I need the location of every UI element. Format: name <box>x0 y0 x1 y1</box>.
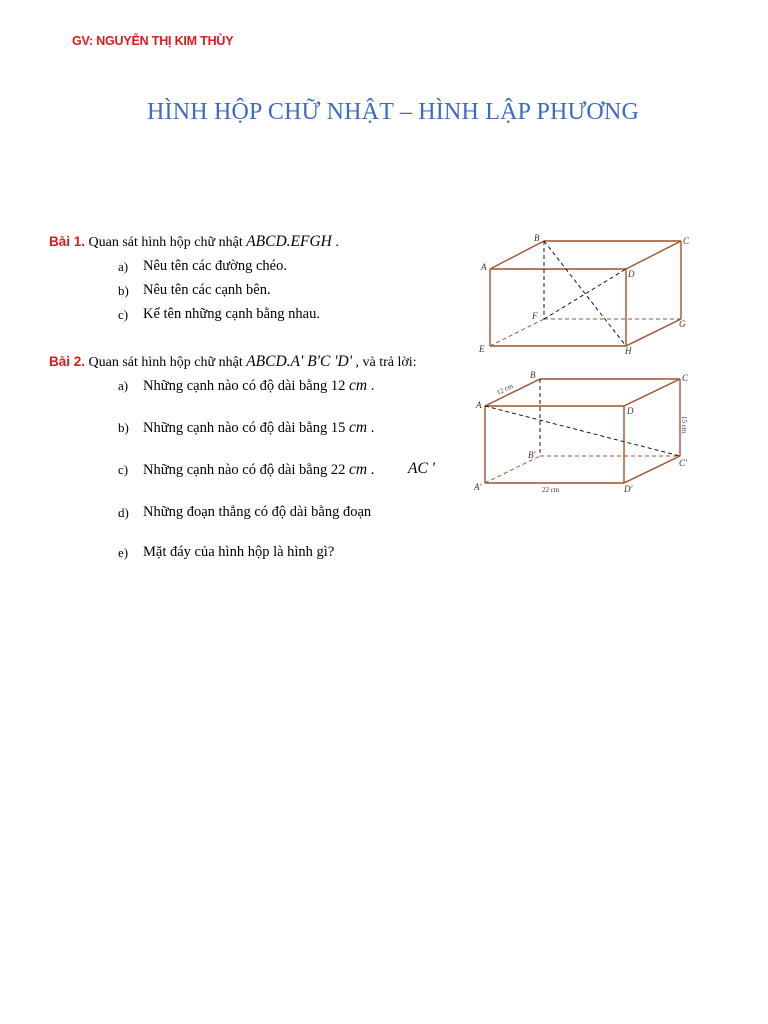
exercise-1-item-c <box>118 306 398 324</box>
item-marker: d) <box>118 505 129 520</box>
exercise-2-math: ABCD.A' B'C 'D' <box>246 353 353 370</box>
page-title: HÌNH HỘP CHỮ NHẬT – HÌNH LẬP PHƯƠNG <box>146 99 640 125</box>
exercise-2-item-d <box>118 504 398 540</box>
item-text <box>143 419 388 437</box>
vertex-label: C' <box>679 458 687 468</box>
dimension-label: 22 cm <box>542 486 560 494</box>
vertex-label: A <box>476 400 482 410</box>
item-end: . <box>370 378 375 394</box>
exercise-2-item-e <box>118 544 398 562</box>
item-marker: b) <box>118 420 129 435</box>
dimension-label: 15 cm <box>680 416 688 434</box>
vertex-label: D' <box>624 484 633 494</box>
vertex-label: F <box>532 311 538 321</box>
item-text-main: Những cạnh nào có độ dài bằng 15 <box>143 420 346 436</box>
item-text: Mặt đáy của hình hộp là hình gì? <box>143 544 335 560</box>
vertex-label: B' <box>528 450 536 460</box>
exercise-2-item-b <box>118 419 398 455</box>
vertex-label: D <box>628 269 635 279</box>
exercise-1-intro: Quan sát hình hộp chữ nhật <box>88 235 243 250</box>
floating-math-ac: AC ' <box>408 460 435 477</box>
vertex-label: A' <box>474 482 482 492</box>
figure-box-abcdefgh <box>470 228 700 358</box>
exercise-2-heading <box>49 353 417 371</box>
exercise-1-heading <box>49 233 339 251</box>
vertex-label: D <box>627 406 634 416</box>
vertex-label: E <box>479 344 485 354</box>
vertex-label: B <box>530 370 536 380</box>
item-text-main: Những cạnh nào có độ dài bằng 22 <box>143 462 346 478</box>
exercise-2-item-c <box>118 461 398 497</box>
exercise-2-intro: Quan sát hình hộp chữ nhật <box>88 355 243 370</box>
exercise-1-math: ABCD.EFGH <box>246 233 332 250</box>
item-unit: cm <box>348 377 368 394</box>
item-end: . <box>370 462 375 478</box>
exercise-2-item-a <box>118 377 398 413</box>
exercise-2-end: , và trả lời: <box>355 355 417 370</box>
vertex-label: B <box>534 233 540 243</box>
item-text: Kể tên những cạnh bằng nhau. <box>143 306 320 322</box>
item-text: Nêu tên các cạnh bên. <box>143 282 271 298</box>
exercise-1-end: . <box>335 235 339 250</box>
exercise-1-label: Bài 1. <box>49 234 86 249</box>
item-marker: c) <box>118 307 129 322</box>
exercise-1-item-b <box>118 282 398 300</box>
item-unit: cm <box>348 419 368 436</box>
item-end: . <box>370 420 375 436</box>
item-marker: a) <box>118 378 129 393</box>
item-text: Nêu tên các đường chéo. <box>143 258 287 274</box>
figure-box-abcd-prime <box>470 368 700 498</box>
item-unit: cm <box>348 461 368 478</box>
item-marker: e) <box>118 545 129 560</box>
item-marker: b) <box>118 283 129 298</box>
item-text <box>143 377 388 395</box>
vertex-label: C <box>683 236 690 246</box>
item-marker: c) <box>118 462 129 477</box>
exercise-1-item-a <box>118 258 398 276</box>
item-marker: a) <box>118 259 129 274</box>
vertex-label: C <box>682 373 689 383</box>
item-text-main: Những cạnh nào có độ dài bằng 12 <box>143 378 346 394</box>
exercise-2-label: Bài 2. <box>49 354 86 369</box>
teacher-name: GV: NGUYỄN THỊ KIM THÙY <box>72 34 234 48</box>
item-text <box>143 461 388 479</box>
vertex-label: H <box>625 346 632 356</box>
vertex-label: A <box>481 262 487 272</box>
dimension-label: 12 cm <box>495 382 515 397</box>
vertex-label: G <box>679 319 686 329</box>
item-text: Những đoạn thẳng có độ dài bằng đoạn <box>143 504 372 520</box>
